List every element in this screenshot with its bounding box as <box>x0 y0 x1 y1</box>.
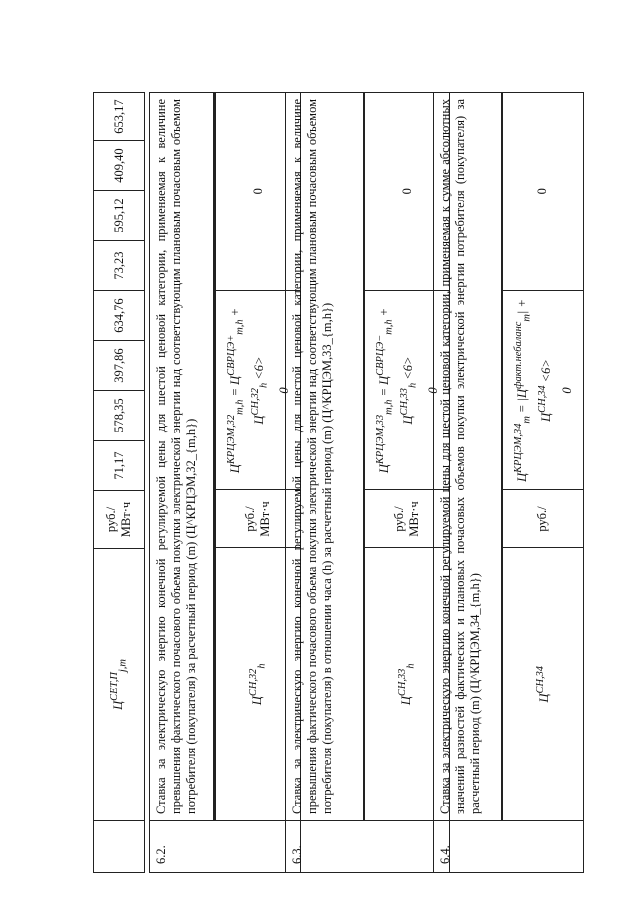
item-number: 6.3. <box>286 821 450 873</box>
item-number: 6.4. <box>434 821 584 873</box>
item-unit: руб./ МВт·ч <box>216 490 301 548</box>
unit-cell: руб./ МВт·ч <box>94 491 145 549</box>
value-cell: 653,17 <box>94 93 145 141</box>
item-unit: руб./ МВт·ч <box>365 490 450 548</box>
item-6-4 <box>433 93 574 873</box>
value-cell: 71,17 <box>94 441 145 491</box>
value-cell: 634,76 <box>94 291 145 341</box>
value-cell: 397,86 <box>94 341 145 391</box>
value-cell: 578,35 <box>94 391 145 441</box>
item-value-a: 0 <box>559 387 574 394</box>
value-cell: 73,23 <box>94 241 145 291</box>
item-description: Ставка за электрическую энергию конечной регулируемой цены для шестой ценовой категории, применяемая к величине превышения фактического почасового объема покупки электрической энергии над соответствующим плановым почасовым объемом потребителя (покупателя) за расчетный период (m) (Ц^КРЦЭМ,32_{m,h}) <box>150 93 214 821</box>
item-6-3 <box>285 93 441 873</box>
symbol-cell: $Ц^{СЕТ,П}_{j,m}$ <box>94 549 145 821</box>
tariff-row-top <box>93 93 145 873</box>
value-cell: 595,12 <box>94 191 145 241</box>
item-symbol: $Ц^{СН,33}_h$ <box>365 548 450 820</box>
item-value-a: 0 <box>277 387 292 394</box>
item-description: Ставка за электрическую энергию конечной регулируемой цены для шестой ценовой категории, применяемая к величине превышения фактического почасового объема покупки электрической энергии над соответствующим плановым почасовым объемом потребителя (покупателя) в отношении часа (h) за расчетный период (m) (Ц^КРЦЭМ,33_{m,h}) <box>286 93 364 821</box>
item-formula: $Ц^{КРЦЭМ,32}_{m,h} = Ц^{СВРЦЭ+}_{m,h} + Ц^{СН,32}_h <6>$ 0 <box>216 291 301 490</box>
item-symbol: $Ц^{СН,34}$ <box>503 548 583 820</box>
item-value-b: 0 <box>216 92 301 291</box>
row-number-cell <box>94 821 145 873</box>
item-value-a: 0 <box>426 387 441 394</box>
item-number: 6.2. <box>150 821 301 873</box>
item-6-2 <box>149 93 292 873</box>
item-value-b: 0 <box>503 92 583 291</box>
item-symbol: $Ц^{СН,32}_h$ <box>216 548 301 820</box>
item-description: Ставка за электрическую энергию конечной регулируемой цены для шестой ценовой категории, применяемая к сумме абсолютных значений разностей фактических и плановых почасовых объемов покупки электрической энергии потребителя (покупателя) за расчетный период (m) (Ц^КРЦЭМ,34_{m,h}) <box>434 93 502 821</box>
item-formula: $Ц^{КРЦЭМ,33}_{m,h} = Ц^{СВРЦЭ-}_{m,h} + Ц^{СН,33}_h <6>$ 0 <box>365 291 450 490</box>
item-value-b: 0 <box>365 92 450 291</box>
item-formula: $Ц^{КРЦЭМ,34}_m = |Ц^{факт.небаланс}_m| + Ц^{СН,34} <6>$ 0 <box>503 291 583 490</box>
item-unit: руб./ <box>503 490 583 548</box>
value-cell: 409,40 <box>94 141 145 191</box>
rotated-table-page <box>93 93 574 873</box>
